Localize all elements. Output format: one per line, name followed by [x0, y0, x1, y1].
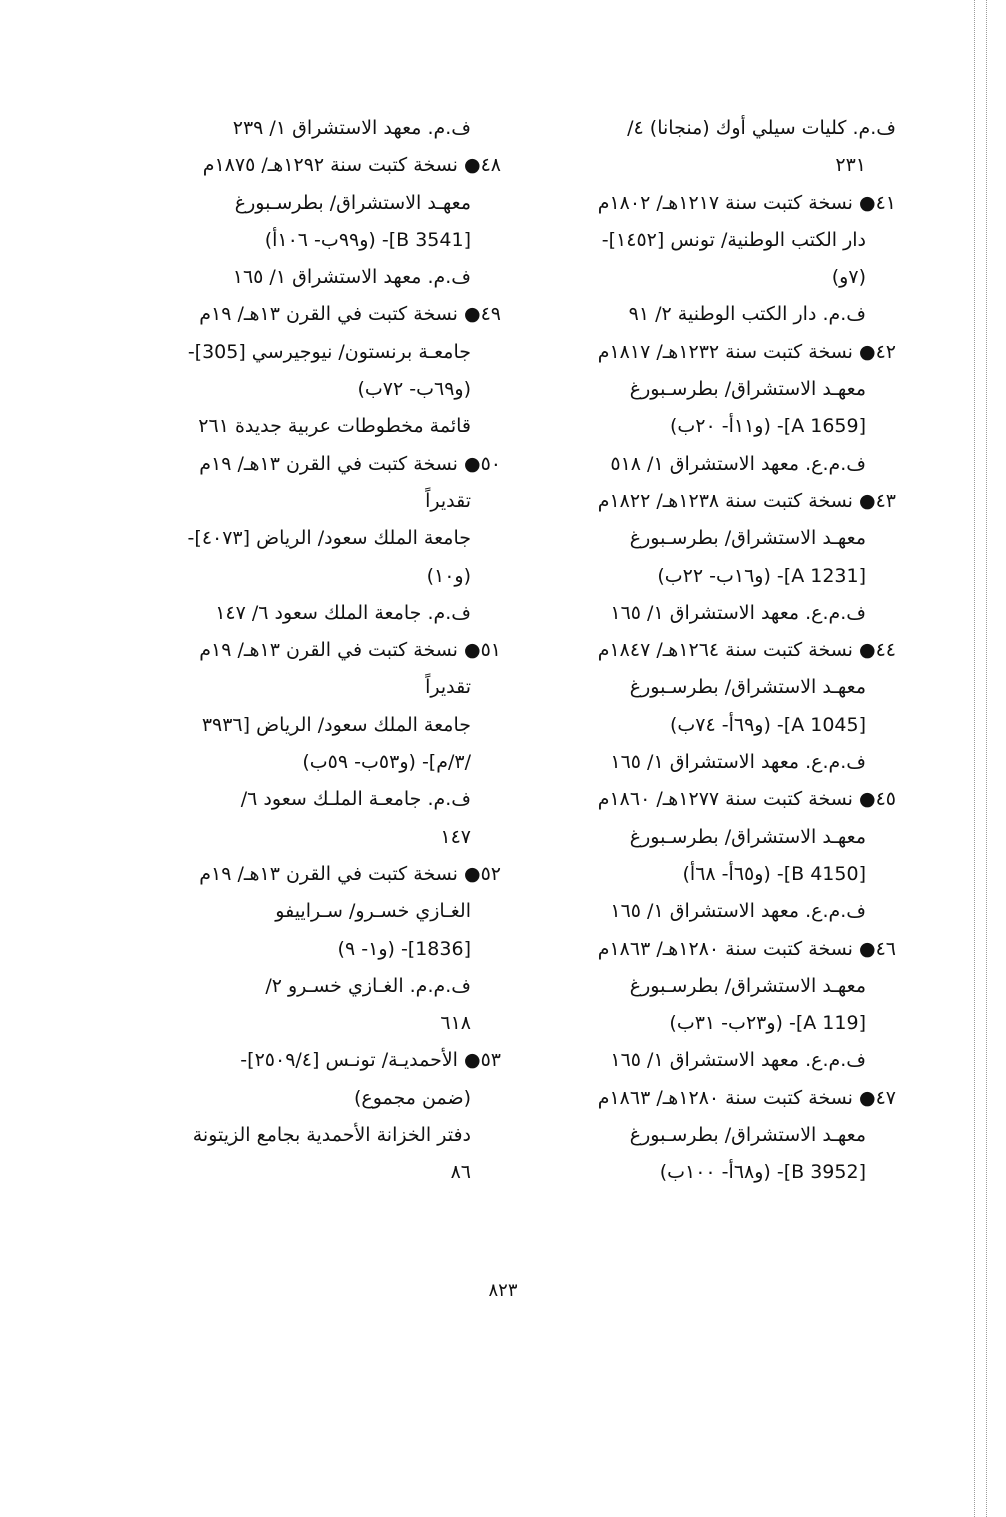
text-line: معهـد الاستشراق/ بطرسـبورغ	[629, 1124, 866, 1147]
text-line: جامعة الملك سعود/ الرياض [٤٠٧٣]-	[187, 527, 471, 550]
scan-margin-line	[974, 0, 976, 1517]
text-line: ٨٦	[450, 1161, 471, 1184]
entry-heading: ٥٠● نسخة كتبت في القرن ١٣هـ/ ١٩م	[199, 452, 501, 475]
text-line: (و١٠)	[426, 564, 471, 587]
text-line: ١٤٧	[440, 825, 471, 848]
entry-heading: ٤٣● نسخة كتبت سنة ١٢٣٨هـ/ ١٨٢٢م	[597, 489, 896, 512]
text-line: جامعـة برنستون/ نيوجيرسي [305]-	[187, 340, 471, 363]
entry-heading: ٤٤● نسخة كتبت سنة ١٢٦٤هـ/ ١٨٤٧م	[597, 639, 896, 662]
text-line: تقديراً	[425, 676, 471, 699]
text-line: (و٦٩ب- ٧٢ب)	[357, 378, 471, 401]
text-line: ف.م.ع. معهد الاستشراق ١/ ٥١٨	[610, 452, 866, 475]
text-line: ف.م. كليات سيلي أوك (منجانا) ٤/	[627, 117, 896, 139]
text-line: معهـد الاستشراق/ بطرسـبورغ	[234, 191, 471, 214]
text-line: قائمة مخطوطات عربية جديدة ٢٦١	[198, 415, 471, 438]
text-line: ف.م.ع. معهد الاستشراق ١/ ١٦٥	[610, 751, 866, 774]
text-line: الغـازي خسـرو/ سـراييفو	[275, 900, 471, 923]
text-line: (٧و)	[831, 266, 866, 289]
text-line: معهـد الاستشراق/ بطرسـبورغ	[629, 974, 866, 997]
text-line: ف.م. جامعـة الملـك سعود ٦/	[240, 788, 471, 811]
text-line: [B 3541]- (و٩٩ب- ١٠٦أ)	[264, 228, 471, 251]
text-line: /٣/م]- (و٥٣ب- ٥٩ب)	[302, 751, 471, 774]
text-line: دار الكتب الوطنية/ تونس [١٤٥٢]-	[601, 228, 866, 251]
entry-heading: ٤٦● نسخة كتبت سنة ١٢٨٠هـ/ ١٨٦٣م	[597, 937, 896, 960]
text-line: ف.م.ع. معهد الاستشراق ١/ ١٦٥	[610, 1049, 866, 1072]
left-column	[151, 110, 501, 1192]
entry-heading: ٥٣● الأحمديـة/ تونـس [٢٥٠٩/٤]-	[240, 1049, 501, 1072]
entry-heading: ٤٩● نسخة كتبت في القرن ١٣هـ/ ١٩م	[199, 303, 501, 326]
page-number: ٨٢٣	[488, 1280, 518, 1301]
text-line: [B 3952]- (و٦٨أ- ١٠٠ب)	[659, 1161, 866, 1184]
text-line: معهـد الاستشراق/ بطرسـبورغ	[629, 825, 866, 848]
text-line: تقديراً	[425, 489, 471, 512]
text-line: ٢٣١	[835, 154, 866, 177]
text-line: ٦١٨	[440, 1012, 471, 1035]
text-line: [A 1045]- (و٦٩أ- ٧٤ب)	[669, 713, 866, 736]
text-line: ف.م. معهد الاستشراق ١/ ٢٣٩	[232, 117, 471, 139]
text-line: [B 4150]- (و٦٥أ- ٦٨أ)	[682, 862, 866, 885]
text-line: ف.م. معهد الاستشراق ١/ ١٦٥	[232, 266, 471, 289]
text-line: [A 1231]- (و١٦ب- ٢٢ب)	[657, 564, 866, 587]
entry-heading: ٤٨● نسخة كتبت سنة ١٢٩٢هـ/ ١٨٧٥م	[202, 154, 501, 177]
text-line: جامعة الملك سعود/ الرياض [٣٩٣٦	[201, 713, 471, 736]
text-line: [A 1659]- (و١١أ- ٢٠ب)	[669, 415, 866, 438]
text-line: ف.م.ع. معهد الاستشراق ١/ ١٦٥	[610, 601, 866, 624]
entry-heading: ٥٢● نسخة كتبت في القرن ١٣هـ/ ١٩م	[199, 862, 501, 885]
scan-margin-line	[986, 0, 988, 1517]
text-line: [1836]- (و١- ٩)	[337, 937, 471, 960]
text-line: معهـد الاستشراق/ بطرسـبورغ	[629, 378, 866, 401]
entry-heading: ٤٢● نسخة كتبت سنة ١٢٣٢هـ/ ١٨١٧م	[597, 340, 896, 363]
text-line: ف.م.ع. معهد الاستشراق ١/ ١٦٥	[610, 900, 866, 923]
text-line: ف.م.م. الغـازي خسـرو ٢/	[265, 974, 471, 997]
text-line: دفتر الخزانة الأحمدية بجامع الزيتونة	[192, 1124, 471, 1147]
text-line: (ضمن مجموع)	[353, 1086, 471, 1109]
text-line: معهـد الاستشراق/ بطرسـبورغ	[629, 676, 866, 699]
entry-heading: ٤٧● نسخة كتبت سنة ١٢٨٠هـ/ ١٨٦٣م	[597, 1086, 896, 1109]
entry-heading: ٤١● نسخة كتبت سنة ١٢١٧هـ/ ١٨٠٢م	[597, 191, 896, 214]
entry-heading: ٥١● نسخة كتبت في القرن ١٣هـ/ ١٩م	[199, 639, 501, 662]
text-line: [A 119]- (و٢٣ب- ٣١ب)	[669, 1012, 866, 1035]
text-line: ف.م. جامعة الملك سعود ٦/ ١٤٧	[215, 601, 471, 624]
text-line: ف.م. دار الكتب الوطنية ٢/ ٩١	[628, 303, 866, 326]
right-column	[546, 110, 896, 1192]
entry-heading: ٤٥● نسخة كتبت سنة ١٢٧٧هـ/ ١٨٦٠م	[597, 788, 896, 811]
text-line: معهـد الاستشراق/ بطرسـبورغ	[629, 527, 866, 550]
